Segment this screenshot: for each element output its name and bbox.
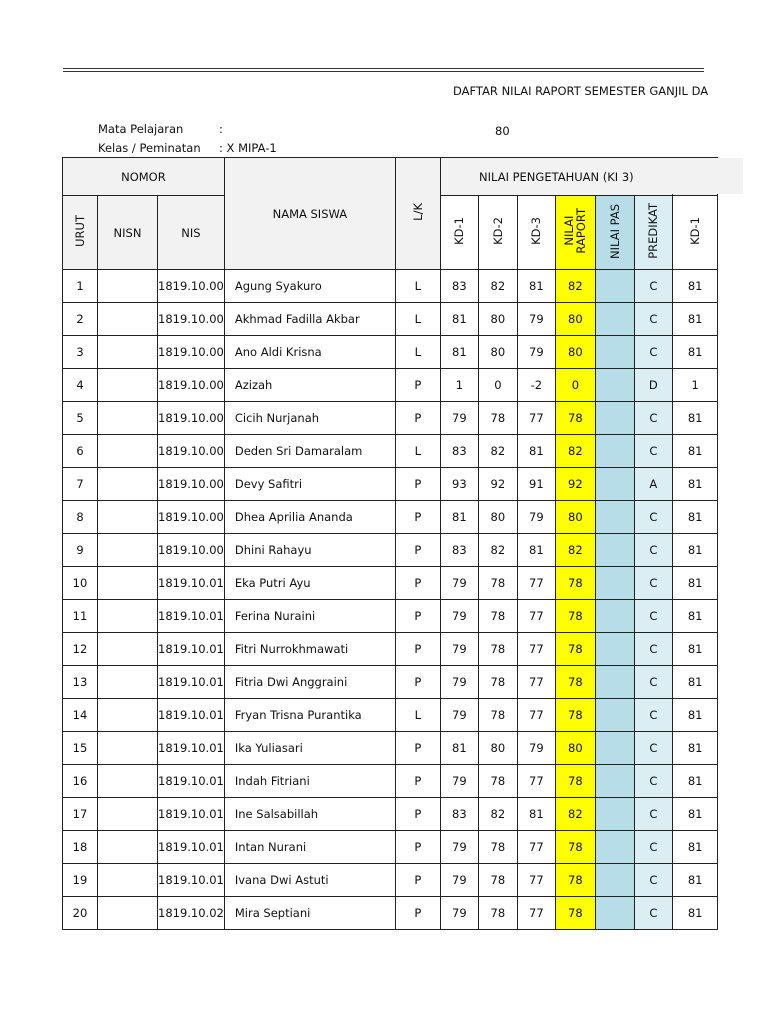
cell-kd1[interactable]: 93 <box>440 468 478 501</box>
cell-kd3[interactable]: 79 <box>517 303 555 336</box>
header-raport-line1: NILAI <box>562 216 577 246</box>
cell-nis[interactable]: 1819.10.01 <box>158 666 225 699</box>
table-row <box>63 270 718 303</box>
header-raport-line2: RAPORT <box>574 208 589 254</box>
cell-kd1-second[interactable]: 81 <box>672 435 718 468</box>
cell-kd3[interactable]: 81 <box>517 798 555 831</box>
cell-nilai-raport[interactable]: 80 <box>555 336 595 369</box>
header-nilai-pengetahuan: NILAI PENGETAHUAN (KI 3) <box>440 158 672 196</box>
cell-kd1-second[interactable]: 81 <box>672 765 718 798</box>
table-body <box>63 270 718 930</box>
cell-predikat[interactable]: C <box>634 336 672 369</box>
cell-kd1[interactable]: 83 <box>440 534 478 567</box>
cell-urut[interactable]: 15 <box>63 732 98 765</box>
header-nilai-raport <box>555 196 595 270</box>
cell-kd1[interactable]: 79 <box>440 765 478 798</box>
cell-nilai-pas[interactable] <box>595 270 634 303</box>
cell-nis[interactable]: 1819.10.01 <box>158 831 225 864</box>
cell-kd2[interactable]: 78 <box>478 402 517 435</box>
cell-kd1[interactable]: 81 <box>440 336 478 369</box>
cell-nis[interactable]: 1819.10.01 <box>158 633 225 666</box>
cell-kd1-second[interactable]: 81 <box>672 732 718 765</box>
cell-kd2[interactable]: 92 <box>478 468 517 501</box>
cell-kd3[interactable]: 77 <box>517 567 555 600</box>
cell-lk[interactable]: L <box>395 270 440 303</box>
cell-nilai-pas[interactable] <box>595 765 634 798</box>
cell-nilai-pas[interactable] <box>595 864 634 897</box>
header-urut <box>63 196 98 270</box>
header-overflow-fill <box>665 158 743 194</box>
cell-kd3[interactable]: 91 <box>517 468 555 501</box>
table-row <box>63 831 718 864</box>
cell-urut[interactable]: 3 <box>63 336 98 369</box>
cell-lk[interactable]: P <box>395 798 440 831</box>
table-row <box>63 336 718 369</box>
cell-nis[interactable]: 1819.10.01 <box>158 600 225 633</box>
cell-nilai-pas[interactable] <box>595 501 634 534</box>
cell-predikat[interactable]: C <box>634 303 672 336</box>
cell-kd3[interactable]: 79 <box>517 501 555 534</box>
cell-predikat[interactable]: C <box>634 732 672 765</box>
cell-urut[interactable]: 6 <box>63 435 98 468</box>
header-nilai-raport-text <box>563 208 587 254</box>
cell-predikat[interactable]: C <box>634 798 672 831</box>
cell-kd2[interactable]: 0 <box>478 369 517 402</box>
cell-predikat[interactable]: C <box>634 600 672 633</box>
header-nis: NIS <box>158 196 225 270</box>
cell-kd1-second[interactable]: 81 <box>672 897 718 930</box>
cell-kd1[interactable]: 79 <box>440 864 478 897</box>
cell-nama-siswa[interactable]: Cicih Nurjanah <box>224 402 395 435</box>
cell-kd2[interactable]: 80 <box>478 303 517 336</box>
header-nomor: NOMOR <box>63 158 225 196</box>
cell-nama-siswa[interactable]: Indah Fitriani <box>224 765 395 798</box>
table-row <box>63 435 718 468</box>
cell-predikat[interactable]: C <box>634 534 672 567</box>
cell-kd1[interactable]: 79 <box>440 666 478 699</box>
cell-nis[interactable]: 1819.10.00 <box>158 303 225 336</box>
cell-nama-siswa[interactable]: Ferina Nuraini <box>224 600 395 633</box>
cell-lk[interactable]: L <box>395 303 440 336</box>
cell-lk[interactable]: P <box>395 501 440 534</box>
cell-nisn[interactable] <box>98 765 158 798</box>
cell-urut[interactable]: 2 <box>63 303 98 336</box>
table-row <box>63 633 718 666</box>
header-kd3-text: KD-3 <box>529 217 544 245</box>
cell-kd1[interactable]: 79 <box>440 897 478 930</box>
table-row <box>63 864 718 897</box>
cell-nama-siswa[interactable]: Mira Septiani <box>224 897 395 930</box>
cell-kd1[interactable]: 1 <box>440 369 478 402</box>
cell-predikat[interactable]: D <box>634 369 672 402</box>
table-header <box>63 158 718 270</box>
cell-kd2[interactable]: 78 <box>478 633 517 666</box>
cell-lk[interactable]: P <box>395 765 440 798</box>
table-row <box>63 468 718 501</box>
cell-kd1-second[interactable]: 1 <box>672 369 718 402</box>
cell-nisn[interactable] <box>98 468 158 501</box>
cell-kd1[interactable]: 79 <box>440 699 478 732</box>
cell-nama-siswa[interactable]: Ika Yuliasari <box>224 732 395 765</box>
cell-nilai-pas[interactable] <box>595 534 634 567</box>
table-row <box>63 699 718 732</box>
cell-nisn[interactable] <box>98 270 158 303</box>
table-row <box>63 501 718 534</box>
table-row <box>63 600 718 633</box>
cell-urut[interactable]: 7 <box>63 468 98 501</box>
header-nisn: NISN <box>98 196 158 270</box>
cell-urut[interactable]: 19 <box>63 864 98 897</box>
cell-kd1[interactable]: 79 <box>440 831 478 864</box>
cell-kd1[interactable]: 83 <box>440 798 478 831</box>
cell-nama-siswa[interactable]: Akhmad Fadilla Akbar <box>224 303 395 336</box>
header-kd1 <box>440 196 478 270</box>
cell-kd3[interactable]: -2 <box>517 369 555 402</box>
cell-nama-siswa[interactable]: Ivana Dwi Astuti <box>224 864 395 897</box>
cell-kd3[interactable]: 81 <box>517 534 555 567</box>
cell-nilai-pas[interactable] <box>595 831 634 864</box>
cell-nis[interactable]: 1819.10.00 <box>158 501 225 534</box>
cell-lk[interactable]: P <box>395 567 440 600</box>
cell-nisn[interactable] <box>98 600 158 633</box>
cell-nilai-raport[interactable]: 78 <box>555 567 595 600</box>
table-row <box>63 666 718 699</box>
cell-lk[interactable]: L <box>395 699 440 732</box>
cell-kd2[interactable]: 80 <box>478 501 517 534</box>
cell-nis[interactable]: 1819.10.00 <box>158 336 225 369</box>
cell-kd1-second[interactable]: 81 <box>672 864 718 897</box>
cell-urut[interactable]: 12 <box>63 633 98 666</box>
subject-separator: : <box>219 122 223 136</box>
table-row <box>63 402 718 435</box>
cell-kd3[interactable]: 77 <box>517 666 555 699</box>
cell-urut[interactable]: 10 <box>63 567 98 600</box>
cell-nis[interactable]: 1819.10.01 <box>158 864 225 897</box>
cell-nama-siswa[interactable]: Fitri Nurrokhmawati <box>224 633 395 666</box>
cell-kd1[interactable]: 83 <box>440 270 478 303</box>
cell-kd1[interactable]: 81 <box>440 303 478 336</box>
table-row <box>63 567 718 600</box>
cell-nisn[interactable] <box>98 798 158 831</box>
header-kd1-second <box>672 196 718 270</box>
cell-kd2[interactable]: 78 <box>478 864 517 897</box>
cell-nilai-raport[interactable]: 78 <box>555 699 595 732</box>
cell-nis[interactable]: 1819.10.01 <box>158 798 225 831</box>
header-kd1-second-text: KD-1 <box>688 217 703 245</box>
cell-predikat[interactable]: C <box>634 402 672 435</box>
cell-nis[interactable]: 1819.10.00 <box>158 435 225 468</box>
cell-kd2[interactable]: 82 <box>478 270 517 303</box>
cell-urut[interactable]: 4 <box>63 369 98 402</box>
cell-predikat[interactable]: C <box>634 897 672 930</box>
cell-nilai-pas[interactable] <box>595 633 634 666</box>
cell-urut[interactable]: 13 <box>63 666 98 699</box>
cell-nilai-raport[interactable]: 82 <box>555 798 595 831</box>
cell-kd2[interactable]: 80 <box>478 336 517 369</box>
cell-nilai-raport[interactable]: 78 <box>555 864 595 897</box>
header-kd2 <box>478 196 517 270</box>
cell-nisn[interactable] <box>98 831 158 864</box>
cell-predikat[interactable]: C <box>634 567 672 600</box>
cell-nilai-raport[interactable]: 82 <box>555 435 595 468</box>
cell-predikat[interactable]: C <box>634 270 672 303</box>
cell-nama-siswa[interactable]: Deden Sri Damaralam <box>224 435 395 468</box>
cell-nilai-pas[interactable] <box>595 369 634 402</box>
cell-kd2[interactable]: 78 <box>478 600 517 633</box>
table-row <box>63 303 718 336</box>
cell-nilai-raport[interactable]: 78 <box>555 666 595 699</box>
header-lk <box>395 158 440 270</box>
cell-nama-siswa[interactable]: Ano Aldi Krisna <box>224 336 395 369</box>
table-row <box>63 369 718 402</box>
cell-lk[interactable]: P <box>395 864 440 897</box>
cell-kd3[interactable]: 77 <box>517 864 555 897</box>
cell-predikat[interactable]: C <box>634 864 672 897</box>
cell-nilai-pas[interactable] <box>595 567 634 600</box>
cell-nilai-pas[interactable] <box>595 468 634 501</box>
cell-lk[interactable]: P <box>395 633 440 666</box>
cell-kd2[interactable]: 78 <box>478 831 517 864</box>
cell-kd1-second[interactable]: 81 <box>672 699 718 732</box>
cell-nisn[interactable] <box>98 897 158 930</box>
cell-nis[interactable]: 1819.10.01 <box>158 699 225 732</box>
cell-nilai-raport[interactable]: 82 <box>555 534 595 567</box>
cell-nilai-raport[interactable]: 78 <box>555 600 595 633</box>
cell-kd2[interactable]: 78 <box>478 699 517 732</box>
cell-nis[interactable]: 1819.10.00 <box>158 270 225 303</box>
cell-nisn[interactable] <box>98 501 158 534</box>
cell-kd1[interactable]: 79 <box>440 600 478 633</box>
cell-kd1[interactable]: 81 <box>440 732 478 765</box>
cell-kd1[interactable]: 83 <box>440 435 478 468</box>
cell-predikat[interactable]: C <box>634 435 672 468</box>
cell-kd1-second[interactable]: 81 <box>672 831 718 864</box>
header-kd1-text: KD-1 <box>452 217 467 245</box>
cell-kd2[interactable]: 80 <box>478 732 517 765</box>
cell-nilai-raport[interactable]: 80 <box>555 732 595 765</box>
table-row <box>63 534 718 567</box>
cell-nilai-pas[interactable] <box>595 666 634 699</box>
cell-nilai-raport[interactable]: 78 <box>555 633 595 666</box>
cell-nama-siswa[interactable]: Azizah <box>224 369 395 402</box>
cell-nama-siswa[interactable]: Ine Salsabillah <box>224 798 395 831</box>
cell-kd1-second[interactable]: 81 <box>672 534 718 567</box>
cell-kd3[interactable]: 79 <box>517 732 555 765</box>
cell-predikat[interactable]: C <box>634 765 672 798</box>
cell-lk[interactable]: P <box>395 732 440 765</box>
cell-nilai-raport[interactable]: 0 <box>555 369 595 402</box>
cell-kd3[interactable]: 79 <box>517 336 555 369</box>
header-nama-siswa: NAMA SISWA <box>224 158 395 270</box>
cell-predikat[interactable]: C <box>634 666 672 699</box>
cell-nama-siswa[interactable]: Agung Syakuro <box>224 270 395 303</box>
cell-nilai-pas[interactable] <box>595 699 634 732</box>
cell-nis[interactable]: 1819.10.00 <box>158 402 225 435</box>
table-row <box>63 765 718 798</box>
cell-kd3[interactable]: 77 <box>517 897 555 930</box>
cell-nisn[interactable] <box>98 699 158 732</box>
cell-urut[interactable]: 16 <box>63 765 98 798</box>
cell-lk[interactable]: P <box>395 897 440 930</box>
header-kd3 <box>517 196 555 270</box>
cell-nisn[interactable] <box>98 666 158 699</box>
cell-nilai-pas[interactable] <box>595 303 634 336</box>
table-row <box>63 897 718 930</box>
cell-kd3[interactable]: 77 <box>517 699 555 732</box>
header-nilai-pas-text: NILAI PAS <box>607 203 622 259</box>
cell-kd1-second[interactable]: 81 <box>672 633 718 666</box>
cell-urut[interactable]: 18 <box>63 831 98 864</box>
cell-predikat[interactable]: C <box>634 633 672 666</box>
cell-urut[interactable]: 14 <box>63 699 98 732</box>
cell-nis[interactable]: 1819.10.01 <box>158 765 225 798</box>
cell-nisn[interactable] <box>98 732 158 765</box>
cell-kd1-second[interactable]: 81 <box>672 402 718 435</box>
cell-nisn[interactable] <box>98 864 158 897</box>
cell-nisn[interactable] <box>98 534 158 567</box>
cell-urut[interactable]: 5 <box>63 402 98 435</box>
cell-nilai-raport[interactable]: 78 <box>555 831 595 864</box>
cell-nilai-raport[interactable]: 78 <box>555 765 595 798</box>
header-lk-text: L/K <box>410 203 425 221</box>
cell-kd2[interactable]: 78 <box>478 765 517 798</box>
cell-predikat[interactable]: A <box>634 468 672 501</box>
cell-kd1-second[interactable]: 81 <box>672 270 718 303</box>
cell-nisn[interactable] <box>98 435 158 468</box>
cell-kd1-second[interactable]: 81 <box>672 798 718 831</box>
cell-kd1-second[interactable]: 81 <box>672 336 718 369</box>
cell-nilai-pas[interactable] <box>595 600 634 633</box>
cell-nama-siswa[interactable]: Devy Safitri <box>224 468 395 501</box>
cell-kd1[interactable]: 79 <box>440 633 478 666</box>
cell-nama-siswa[interactable]: Fitria Dwi Anggraini <box>224 666 395 699</box>
cell-kd2[interactable]: 78 <box>478 567 517 600</box>
cell-kd2[interactable]: 82 <box>478 435 517 468</box>
cell-urut[interactable]: 11 <box>63 600 98 633</box>
cell-kd3[interactable]: 77 <box>517 402 555 435</box>
cell-kd3[interactable]: 77 <box>517 600 555 633</box>
table-row <box>63 732 718 765</box>
header-predikat-text: PREDIKAT <box>646 203 661 259</box>
cell-nilai-raport[interactable]: 78 <box>555 897 595 930</box>
cell-nis[interactable]: 1819.10.00 <box>158 369 225 402</box>
cell-kd1-second[interactable]: 81 <box>672 567 718 600</box>
cell-kd3[interactable]: 77 <box>517 831 555 864</box>
cell-nilai-pas[interactable] <box>595 402 634 435</box>
cell-urut[interactable]: 17 <box>63 798 98 831</box>
subject-label: Mata Pelajaran <box>98 122 184 136</box>
cell-kd1-second[interactable]: 81 <box>672 600 718 633</box>
top-rule-1 <box>63 68 704 69</box>
cell-nis[interactable]: 1819.10.00 <box>158 468 225 501</box>
cell-kd3[interactable]: 81 <box>517 270 555 303</box>
cell-kd1[interactable]: 79 <box>440 567 478 600</box>
cell-nisn[interactable] <box>98 369 158 402</box>
cell-lk[interactable]: P <box>395 468 440 501</box>
cell-nilai-raport[interactable]: 82 <box>555 270 595 303</box>
top-rule-2 <box>63 71 704 72</box>
cell-predikat[interactable]: C <box>634 831 672 864</box>
cell-kd2[interactable]: 78 <box>478 666 517 699</box>
cell-lk[interactable]: P <box>395 831 440 864</box>
cell-kd1-second[interactable]: 81 <box>672 303 718 336</box>
cell-nisn[interactable] <box>98 303 158 336</box>
cell-kd1-second[interactable]: 81 <box>672 666 718 699</box>
cell-lk[interactable]: P <box>395 402 440 435</box>
cell-nis[interactable]: 1819.10.01 <box>158 567 225 600</box>
cell-kd3[interactable]: 77 <box>517 633 555 666</box>
grades-table <box>62 157 718 930</box>
cell-nilai-pas[interactable] <box>595 897 634 930</box>
cell-nama-siswa[interactable]: Eka Putri Ayu <box>224 567 395 600</box>
cell-nilai-raport[interactable]: 78 <box>555 402 595 435</box>
cell-lk[interactable]: P <box>395 369 440 402</box>
cell-nama-siswa[interactable]: Dhea Aprilia Ananda <box>224 501 395 534</box>
header-predikat <box>634 196 672 270</box>
cell-kd1[interactable]: 81 <box>440 501 478 534</box>
cell-predikat[interactable]: C <box>634 501 672 534</box>
table-row <box>63 798 718 831</box>
cell-nisn[interactable] <box>98 633 158 666</box>
cell-kd1[interactable]: 79 <box>440 402 478 435</box>
cell-urut[interactable]: 1 <box>63 270 98 303</box>
cell-nisn[interactable] <box>98 567 158 600</box>
cell-nilai-raport[interactable]: 92 <box>555 468 595 501</box>
cell-nis[interactable]: 1819.10.00 <box>158 534 225 567</box>
cell-nisn[interactable] <box>98 336 158 369</box>
cell-nama-siswa[interactable]: Intan Nurani <box>224 831 395 864</box>
cell-nilai-raport[interactable]: 80 <box>555 501 595 534</box>
cell-urut[interactable]: 8 <box>63 501 98 534</box>
cell-kd2[interactable]: 82 <box>478 798 517 831</box>
report-title: DAFTAR NILAI RAPORT SEMESTER GANJIL DA <box>453 84 709 98</box>
cell-nilai-pas[interactable] <box>595 732 634 765</box>
cell-lk[interactable]: L <box>395 336 440 369</box>
cell-kd3[interactable]: 77 <box>517 765 555 798</box>
cell-kd1-second[interactable]: 81 <box>672 501 718 534</box>
cell-kd2[interactable]: 82 <box>478 534 517 567</box>
cell-lk[interactable]: P <box>395 666 440 699</box>
class-label: Kelas / Peminatan <box>98 141 201 155</box>
cell-kd3[interactable]: 81 <box>517 435 555 468</box>
cell-nilai-raport[interactable]: 80 <box>555 303 595 336</box>
header-urut-text: URUT <box>72 215 87 247</box>
cell-nilai-pas[interactable] <box>595 798 634 831</box>
cell-nilai-pas[interactable] <box>595 435 634 468</box>
cell-nis[interactable]: 1819.10.02 <box>158 897 225 930</box>
cell-nis[interactable]: 1819.10.01 <box>158 732 225 765</box>
cell-urut[interactable]: 9 <box>63 534 98 567</box>
kkm-value: 80 <box>495 124 510 138</box>
cell-nama-siswa[interactable]: Dhini Rahayu <box>224 534 395 567</box>
cell-lk[interactable]: P <box>395 534 440 567</box>
cell-kd1-second[interactable]: 81 <box>672 468 718 501</box>
cell-lk[interactable]: P <box>395 600 440 633</box>
cell-predikat[interactable]: C <box>634 699 672 732</box>
cell-kd2[interactable]: 78 <box>478 897 517 930</box>
class-value: : X MIPA-1 <box>219 141 277 155</box>
cell-nama-siswa[interactable]: Fryan Trisna Purantika <box>224 699 395 732</box>
cell-nisn[interactable] <box>98 402 158 435</box>
cell-urut[interactable]: 20 <box>63 897 98 930</box>
cell-nilai-pas[interactable] <box>595 336 634 369</box>
header-nilai-pas <box>595 196 634 270</box>
header-kd2-text: KD-2 <box>490 217 505 245</box>
cell-lk[interactable]: L <box>395 435 440 468</box>
